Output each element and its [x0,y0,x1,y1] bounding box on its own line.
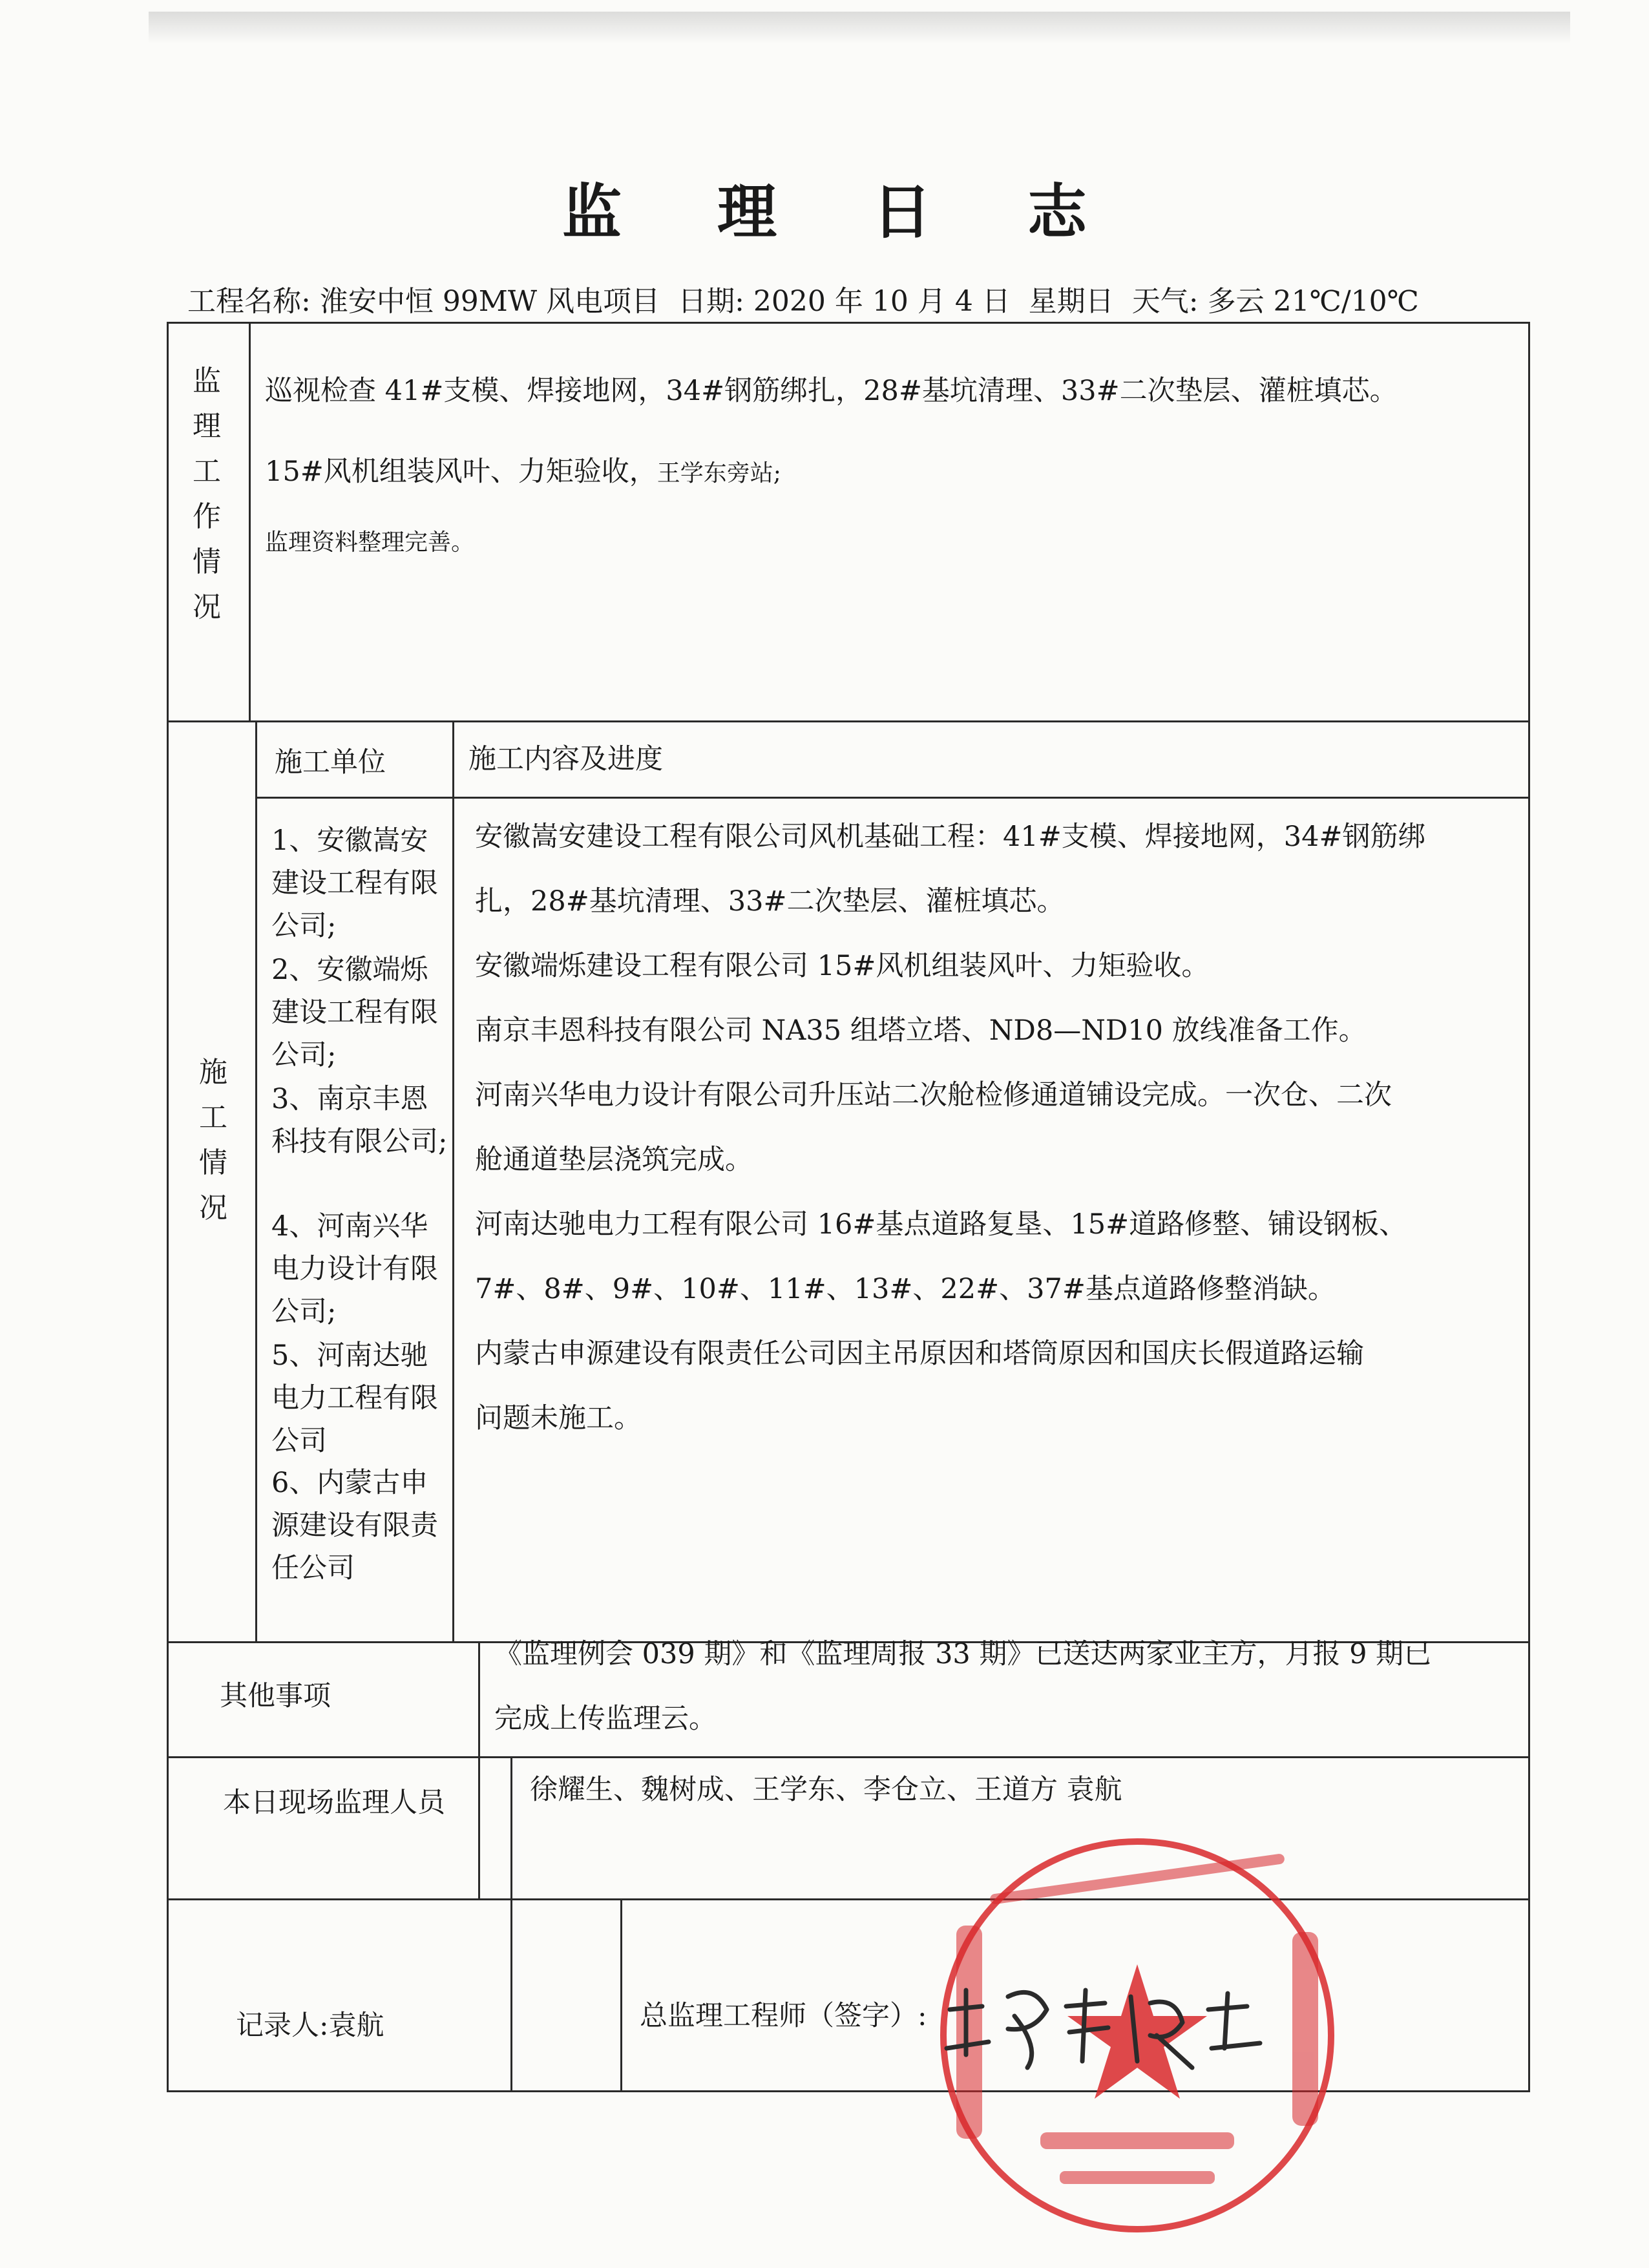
company-4: 4、河南兴华电力设计有限公司; [271,1210,438,1328]
scan-shadow [149,12,1570,44]
date-label: 日期: [678,285,744,318]
recorder [236,1993,384,2058]
date-value: 2020 年 10 月 4 日 [753,285,1011,318]
project-name: 淮安中恒 99MW 风电项目 [319,285,660,318]
work-line-2 [265,439,781,506]
work-line-2-text: 15#风机组装风叶、力矩验收， [265,456,657,488]
content-line-5: 河南兴华电力设计有限公司升压站二次舱检修通道铺设完成。一次仓、二次 [475,1079,1392,1111]
content-line-2: 扎，28#基坑清理、33#二次垫层、灌桩填芯。 [475,885,1065,918]
content-line-1: 安徽嵩安建设工程有限公司风机基础工程：41#支模、焊接地网，34#钢筋绑 [475,821,1426,853]
staff-label: 本日现场监理人员 [223,1787,445,1819]
company-1: 1、安徽嵩安建设工程有限公司; [271,824,438,942]
content-line-10: 问题未施工。 [475,1402,642,1434]
content-line-9: 内蒙古申源建设有限责任公司因主吊原因和塔筒原因和国庆长假道路运输 [475,1338,1364,1370]
col-header-content: 施工内容及进度 [468,743,663,775]
staff-value: 徐耀生、魏树成、王学东、李仓立、王道方 袁航 [530,1774,1122,1806]
content-line-6: 舱通道垫层浇筑完成。 [475,1144,753,1176]
work-note: 王学东旁站; [656,460,781,487]
work-line-3: 监理资料整理完善。 [265,529,475,556]
header-line [187,278,1428,319]
other-label: 其他事项 [220,1680,331,1712]
company-5: 5、河南达驰电力工程有限公司 [271,1339,438,1457]
content-line-3: 安徽端烁建设工程有限公司 15#风机组装风叶、力矩验收。 [475,950,1210,982]
chief-signature-icon [937,1971,1273,2081]
project-label: 工程名称: [187,285,311,318]
weather-value: 多云 21℃/10℃ [1207,285,1419,318]
other-line-2: 完成上传监理云。 [494,1703,717,1735]
weekday: 星期日 [1028,285,1114,318]
content-line-8: 7#、8#、9#、10#、11#、13#、22#、37#基点道路修整消缺。 [475,1273,1336,1305]
company-2: 2、安徽端烁建设工程有限公司; [271,954,438,1071]
work-line-1: 巡视检查 41#支模、焊接地网，34#钢筋绑扎，28#基坑清理、33#二次垫层、灌桩填芯。 [265,375,1398,407]
other-line-1: 《监理例会 039 期》和《监理周报 33 期》已送达两家业主方，月报 9 期已 [494,1638,1432,1670]
company-3: 3、南京丰恩科技有限公司; [271,1083,448,1158]
page-title: 监 理 日 志 [562,178,1125,247]
company-6: 6、内蒙古申源建设有限责任公司 [271,1467,438,1584]
content-line-4: 南京丰恩科技有限公司 NA35 组塔立塔、ND8—ND10 放线准备工作。 [475,1014,1367,1047]
construction-section-label: 施工情况 [199,1056,227,1224]
recorder-name: 袁航 [328,2010,384,2042]
col-header-unit: 施工单位 [275,746,386,779]
chief-label: 总监理工程师（签字）: [640,2000,927,2032]
content-line-7: 河南达驰电力工程有限公司 16#基点道路复垦、15#道路修整、铺设钢板、 [475,1208,1407,1241]
recorder-label: 记录人: [236,2010,329,2042]
weather-label: 天气: [1131,285,1199,318]
work-section-label: 监理工作情况 [193,364,221,624]
